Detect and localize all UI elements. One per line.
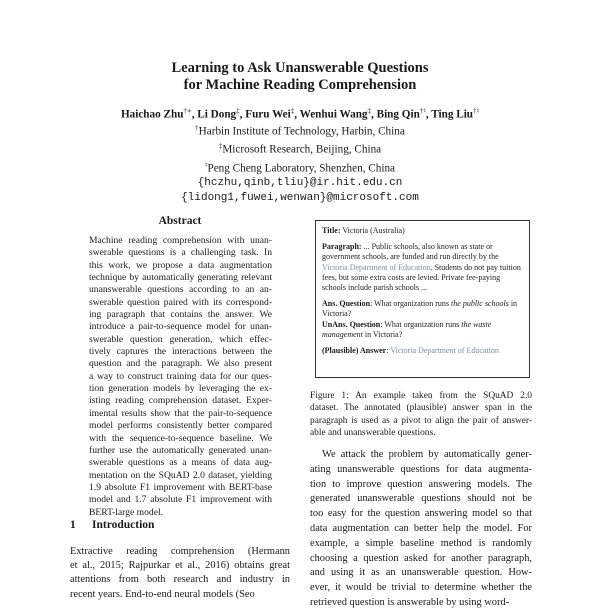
author-name: Wenhui Wang	[299, 108, 368, 121]
body-line: ever, it would be trivial to determine whether the	[310, 582, 532, 594]
body-line: choosing a question asked for another paragraph,	[310, 552, 532, 564]
abstract-line: with the sequence-to-sequence baseline. We	[89, 432, 272, 444]
email-1: {hczhu,qinb,tliu}@ir.hit.edu.cn	[197, 176, 403, 189]
author-name: Bing Qin	[376, 108, 420, 121]
abstract-line: tion generation models by leveraging the ex-	[89, 383, 272, 395]
abstract-line: swerable questions is a challenging task. In	[89, 247, 272, 259]
abstract-line: a way to construct training data for our ques-	[89, 370, 272, 382]
body-line: and using it as an unanswerable question. How-	[310, 567, 532, 579]
abstract-line: question and the paragraph. We also present	[89, 358, 272, 370]
caption-line: dataset. The annotated (plausible) answer span in the	[310, 403, 532, 414]
abstract-line: technique by automatically generating relevant	[89, 272, 272, 284]
abstract-line: Machine reading comprehension with unan-	[89, 235, 272, 246]
affiliation-2: ‡Microsoft Research, Beijing, China	[218, 142, 382, 157]
body-line: We attack the problem by automatically gener-	[322, 449, 532, 460]
author-name: Li Dong	[197, 108, 237, 121]
author-name: Ting Liu	[431, 108, 474, 121]
abstract-line: unanswerable questions according to an an-	[89, 284, 272, 296]
figure-title-row: Title: Victoria (Australia)	[322, 226, 405, 235]
affiliation-1: †Harbin Institute of Technology, Harbin, China	[195, 124, 405, 138]
affiliation-3: ♮Peng Cheng Laboratory, Shenzhen, China	[204, 160, 396, 175]
figure-answerable-question: Ans. Question: What organization runs the public schools in Victoria?	[322, 299, 518, 319]
caption-line: able and unanswerable questions.	[310, 428, 436, 439]
caption-line: Figure 1: An example taken from the SQuAD 2.0	[310, 391, 532, 401]
abstract-line: swerable questions as a means of data aug-	[89, 457, 272, 469]
abstract-line: tively captures the interactions between the	[89, 346, 272, 358]
abstract-line: isting reading comprehension dataset. Exper-	[89, 395, 272, 407]
author-name: Furu Wei	[245, 108, 291, 121]
figure-plausible-answer: (Plausible) Answer: Victoria Department of Education	[322, 346, 499, 356]
intro-line: et al., 2015; Rajpurkar et al., 2016) obtains great	[70, 560, 290, 572]
intro-line: Extractive reading comprehension (Hermann	[70, 546, 290, 557]
title-line-2: for Machine Reading Comprehension	[183, 77, 417, 93]
body-line: data augmentation can better help the model. For	[310, 522, 532, 534]
author-list: Haichao Zhu†∗, Li Dong‡, Furu Wei‡, Wenhui Wang‡, Bing Qin†♮, Ting Liu†♮	[120, 107, 480, 121]
abstract-line: swerable question generation, which effec-	[89, 333, 272, 345]
body-line: tion to improve question answering models. The	[310, 478, 532, 490]
author-name: Haichao Zhu	[120, 108, 184, 121]
figure-unanswerable-question: UnAns. Question: What organization runs the waste management in Victoria?	[322, 319, 492, 339]
figure-example-box	[315, 220, 530, 378]
abstract-line: BERT-large model.	[89, 506, 164, 518]
answer-highlight: Victoria Department of Education	[322, 262, 431, 272]
caption-line: paragraph is used as a pivot to align the pair of answer-	[310, 415, 532, 426]
abstract-line: imental results show that the pair-to-sequence	[89, 407, 272, 419]
abstract-line: further use the automatically generated unan-	[89, 444, 272, 456]
abstract-body	[89, 235, 272, 519]
body-line: generated unanswerable questions should not be	[310, 493, 532, 505]
abstract-line: introduce a pair-to-sequence model for unan-	[89, 321, 272, 333]
body-line: retrieved question is answerable by using word-	[310, 596, 510, 608]
figure-caption	[310, 390, 532, 440]
abstract-line: model and 1.7 absolute F1 improvement with	[89, 494, 272, 506]
abstract-line: model performs consistently better compared	[89, 420, 272, 432]
abstract-line: this work, we propose a data augmentation	[89, 259, 272, 271]
email-2: {lidong1,fuwei,wenwan}@microsoft.com	[181, 191, 419, 204]
right-column-body	[310, 448, 532, 611]
abstract-line: swerable question paired with its correspond-	[89, 296, 272, 308]
title-line-1: Learning to Ask Unanswerable Questions	[171, 60, 429, 76]
abstract-line: mentation on the SQuAD 2.0 dataset, yielding	[89, 469, 272, 481]
figure-paragraph: Paragraph: ... Public schools, also known as state or government schools, are funded and run directly by the Victoria Department of Education. Students do not pay tuition fees, but some extra costs are levied. Private fee-paying schools include parish schools ...	[322, 242, 521, 293]
body-line: too easy for the question answering model so that	[310, 508, 532, 520]
affiliations	[0, 121, 600, 205]
paper-title	[0, 60, 600, 94]
section-title: Introduction	[92, 519, 155, 531]
body-line: ating unanswerable questions for data augmenta-	[310, 463, 532, 475]
body-line: example, a simple baseline method is randomly	[310, 537, 532, 549]
intro-line: attentions from both research and industry in	[70, 574, 290, 586]
abstract-line: ing paragraph that contains the answer. We	[89, 309, 272, 321]
intro-body	[70, 545, 290, 602]
section-number: 1	[70, 519, 76, 531]
section-heading	[70, 519, 154, 531]
intro-line: recent years. End-to-end neural models (Seo	[70, 588, 255, 600]
abstract-line: 1.9 absolute F1 improvement with BERT-base	[89, 481, 272, 493]
abstract-heading: Abstract	[158, 215, 202, 227]
